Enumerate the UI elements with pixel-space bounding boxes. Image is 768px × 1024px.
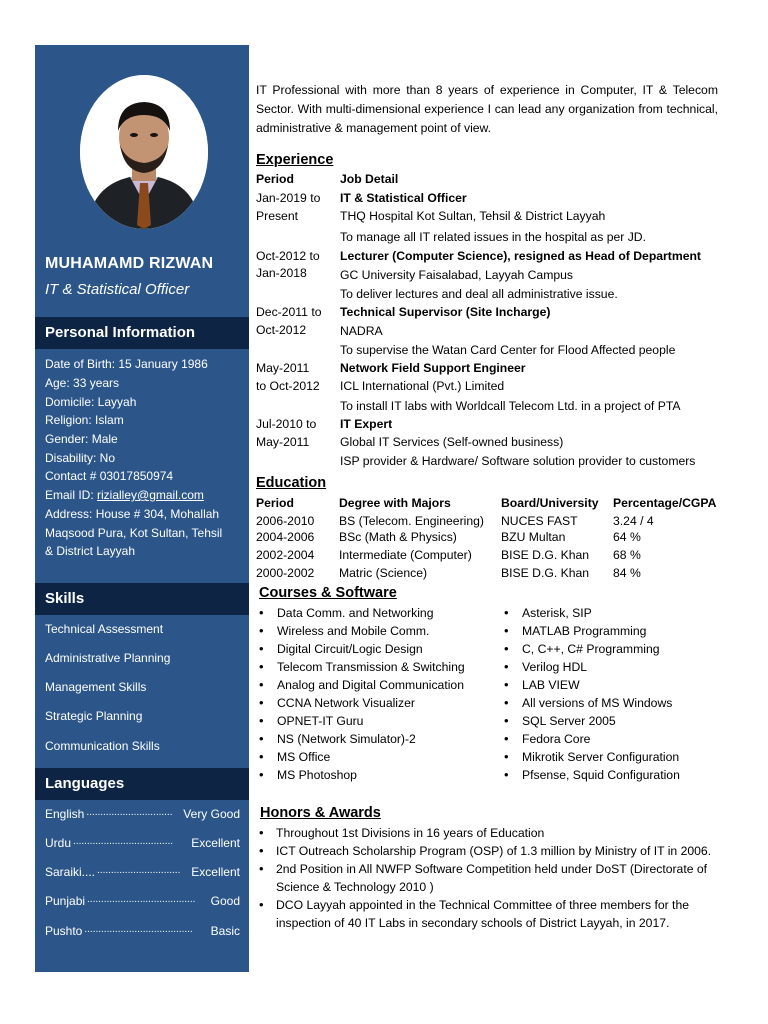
course-item: • Fedora Core xyxy=(504,730,680,748)
experience-desc: To install IT labs with Worldcall Telecom Ltd. in a project of PTA xyxy=(340,399,681,413)
honors-heading: Honors & Awards xyxy=(260,805,381,821)
honor-item: • Throughout 1st Divisions in 16 years of Education xyxy=(259,824,721,842)
course-item: • SQL Server 2005 xyxy=(504,712,680,730)
address-line-3: & District Layyah xyxy=(45,544,136,558)
education-score: 68 % xyxy=(613,548,641,562)
courses-heading: Courses & Software xyxy=(259,585,397,601)
experience-col-detail: Job Detail xyxy=(340,172,399,186)
experience-title: Lecturer (Computer Science), resigned as Head of Department xyxy=(340,249,701,263)
experience-org: Global IT Services (Self-owned business) xyxy=(340,435,564,449)
profile-photo xyxy=(80,75,208,229)
course-item: • MATLAB Programming xyxy=(504,622,680,640)
courses-right-list xyxy=(504,604,680,784)
language-dots: .................................... xyxy=(73,836,174,847)
course-item: • CCNA Network Visualizer xyxy=(259,694,465,712)
experience-period: Jan-2019 to xyxy=(256,191,321,205)
education-score: 64 % xyxy=(613,530,641,544)
course-item: • Analog and Digital Communication xyxy=(259,676,465,694)
candidate-name: MUHAMAMD RIZWAN xyxy=(45,255,214,272)
language-level: Excellent xyxy=(191,865,240,879)
course-item: • Verilog HDL xyxy=(504,658,680,676)
education-period: 2006-2010 xyxy=(256,514,315,528)
language-row xyxy=(45,894,240,908)
domicile-line: Domicile: Layyah xyxy=(45,395,137,409)
experience-title: IT & Statistical Officer xyxy=(340,191,467,205)
language-dots: ............................... xyxy=(86,807,173,818)
language-name: English xyxy=(45,807,85,821)
language-name: Punjabi xyxy=(45,894,86,908)
course-item: • Mikrotik Server Configuration xyxy=(504,748,680,766)
language-level: Very Good xyxy=(183,807,240,821)
age-line: Age: 33 years xyxy=(45,376,120,390)
experience-desc: To manage all IT related issues in the hospital as per JD. xyxy=(340,230,646,244)
experience-title: Technical Supervisor (Site Incharge) xyxy=(340,305,551,319)
experience-org: GC University Faisalabad, Layyah Campus xyxy=(340,268,574,282)
experience-col-period: Period xyxy=(256,172,294,186)
skill-item: Management Skills xyxy=(45,680,147,694)
honor-item: • 2nd Position in All NWFP Software Competition held under DoST (Directorate of Science & Technology 2010 ) xyxy=(259,860,721,896)
personal-info-heading: Personal Information xyxy=(35,317,249,349)
education-period: 2000-2002 xyxy=(256,566,315,580)
language-name: Saraiki.... xyxy=(45,865,96,879)
education-col-percentage: Percentage/CGPA xyxy=(613,496,717,510)
dob-line: Date of Birth: 15 January 1986 xyxy=(45,357,208,371)
experience-org: THQ Hospital Kot Sultan, Tehsil & District Layyah xyxy=(340,209,606,223)
languages-heading: Languages xyxy=(35,768,249,800)
language-name: Pushto xyxy=(45,924,83,938)
skill-item: Administrative Planning xyxy=(45,651,171,665)
religion-line: Religion: Islam xyxy=(45,413,124,427)
course-item: • All versions of MS Windows xyxy=(504,694,680,712)
course-item: • Telecom Transmission & Switching xyxy=(259,658,465,676)
education-board: BZU Multan xyxy=(501,530,566,544)
course-item: • Asterisk, SIP xyxy=(504,604,680,622)
course-item: • C, C++, C# Programming xyxy=(504,640,680,658)
experience-title: Network Field Support Engineer xyxy=(340,361,526,375)
education-degree: BS (Telecom. Engineering) xyxy=(339,514,484,528)
disability-line: Disability: No xyxy=(45,451,116,465)
experience-org: NADRA xyxy=(340,324,383,338)
education-board: NUCES FAST xyxy=(501,514,578,528)
language-row xyxy=(45,924,240,938)
skill-item: Strategic Planning xyxy=(45,709,143,723)
education-degree: Matric (Science) xyxy=(339,566,428,580)
address-line-1: Address: House # 304, Mohallah xyxy=(45,507,220,521)
education-col-degree: Degree with Majors xyxy=(339,496,451,510)
course-item: • MS Office xyxy=(259,748,465,766)
experience-period: Oct-2012 to xyxy=(256,249,320,263)
contact-line: Contact # 03017850974 xyxy=(45,469,174,483)
honor-item: • ICT Outreach Scholarship Program (OSP) of 1.3 million by Ministry of IT in 2006. xyxy=(259,842,721,860)
skills-heading: Skills xyxy=(35,583,249,615)
gender-line: Gender: Male xyxy=(45,432,118,446)
course-item: • OPNET-IT Guru xyxy=(259,712,465,730)
education-score: 84 % xyxy=(613,566,641,580)
email-line xyxy=(45,486,204,505)
honor-item: • DCO Layyah appointed in the Technical Committee of three members for the inspection of 40 IT Labs in secondary schools of District Layyah, in 2017. xyxy=(259,896,721,932)
experience-period: Present xyxy=(256,209,299,223)
language-dots: .............................. xyxy=(97,865,181,876)
education-heading: Education xyxy=(256,475,327,491)
skill-item: Technical Assessment xyxy=(45,622,164,636)
course-item: • Data Comm. and Networking xyxy=(259,604,465,622)
language-row xyxy=(45,836,240,850)
education-period: 2004-2006 xyxy=(256,530,315,544)
education-board: BISE D.G. Khan xyxy=(501,548,590,562)
email-label: Email ID: xyxy=(45,488,98,502)
language-level: Good xyxy=(210,894,240,908)
experience-period: May-2011 xyxy=(256,435,310,449)
address-line-2: Maqsood Pura, Kot Sultan, Tehsil xyxy=(45,526,223,540)
candidate-role: IT & Statistical Officer xyxy=(45,281,190,298)
course-item: • MS Photoshop xyxy=(259,766,465,784)
course-item: • NS (Network Simulator)-2 xyxy=(259,730,465,748)
language-name: Urdu xyxy=(45,836,72,850)
experience-desc: To deliver lectures and deal all administrative issue. xyxy=(340,287,618,301)
course-item: • Pfsense, Squid Configuration xyxy=(504,766,680,784)
sidebar xyxy=(35,45,249,972)
language-row xyxy=(45,865,240,879)
experience-period: Dec-2011 to xyxy=(256,305,322,319)
education-degree: Intermediate (Computer) xyxy=(339,548,472,562)
experience-heading: Experience xyxy=(256,152,334,168)
education-board: BISE D.G. Khan xyxy=(501,566,590,580)
language-row xyxy=(45,807,240,821)
language-dots: ....................................... xyxy=(84,924,193,935)
email-link[interactable]: rizialley@gmail.com xyxy=(97,488,204,502)
experience-title: IT Expert xyxy=(340,417,393,431)
experience-desc: To supervise the Watan Card Center for Flood Affected people xyxy=(340,343,676,357)
experience-org: ICL International (Pvt.) Limited xyxy=(340,379,505,393)
summary-paragraph: IT Professional with more than 8 years of experience in Computer, IT & Telecom Sector. With multi-dimensional experience I can lead any organization from technical, administrative & management point of view. xyxy=(256,83,718,135)
education-col-period: Period xyxy=(256,496,294,510)
language-dots: ....................................... xyxy=(87,894,196,905)
experience-desc: ISP provider & Hardware/ Software solution provider to customers xyxy=(340,454,696,468)
course-item: • Wireless and Mobile Comm. xyxy=(259,622,465,640)
language-level: Excellent xyxy=(191,836,240,850)
education-degree: BSc (Math & Physics) xyxy=(339,530,457,544)
education-score: 3.24 / 4 xyxy=(613,514,654,528)
experience-period: Oct-2012 xyxy=(256,323,307,337)
experience-period: Jul-2010 to xyxy=(256,417,317,431)
experience-period: to Oct-2012 xyxy=(256,379,320,393)
course-item: • Digital Circuit/Logic Design xyxy=(259,640,465,658)
skill-item: Communication Skills xyxy=(45,739,160,753)
education-period: 2002-2004 xyxy=(256,548,315,562)
honors-list xyxy=(259,824,721,932)
person-photo-icon xyxy=(80,75,208,229)
courses-left-list xyxy=(259,604,465,784)
language-level: Basic xyxy=(210,924,240,938)
course-item: • LAB VIEW xyxy=(504,676,680,694)
education-col-board: Board/University xyxy=(501,496,599,510)
experience-period: Jan-2018 xyxy=(256,266,307,280)
experience-period: May-2011 xyxy=(256,361,310,375)
